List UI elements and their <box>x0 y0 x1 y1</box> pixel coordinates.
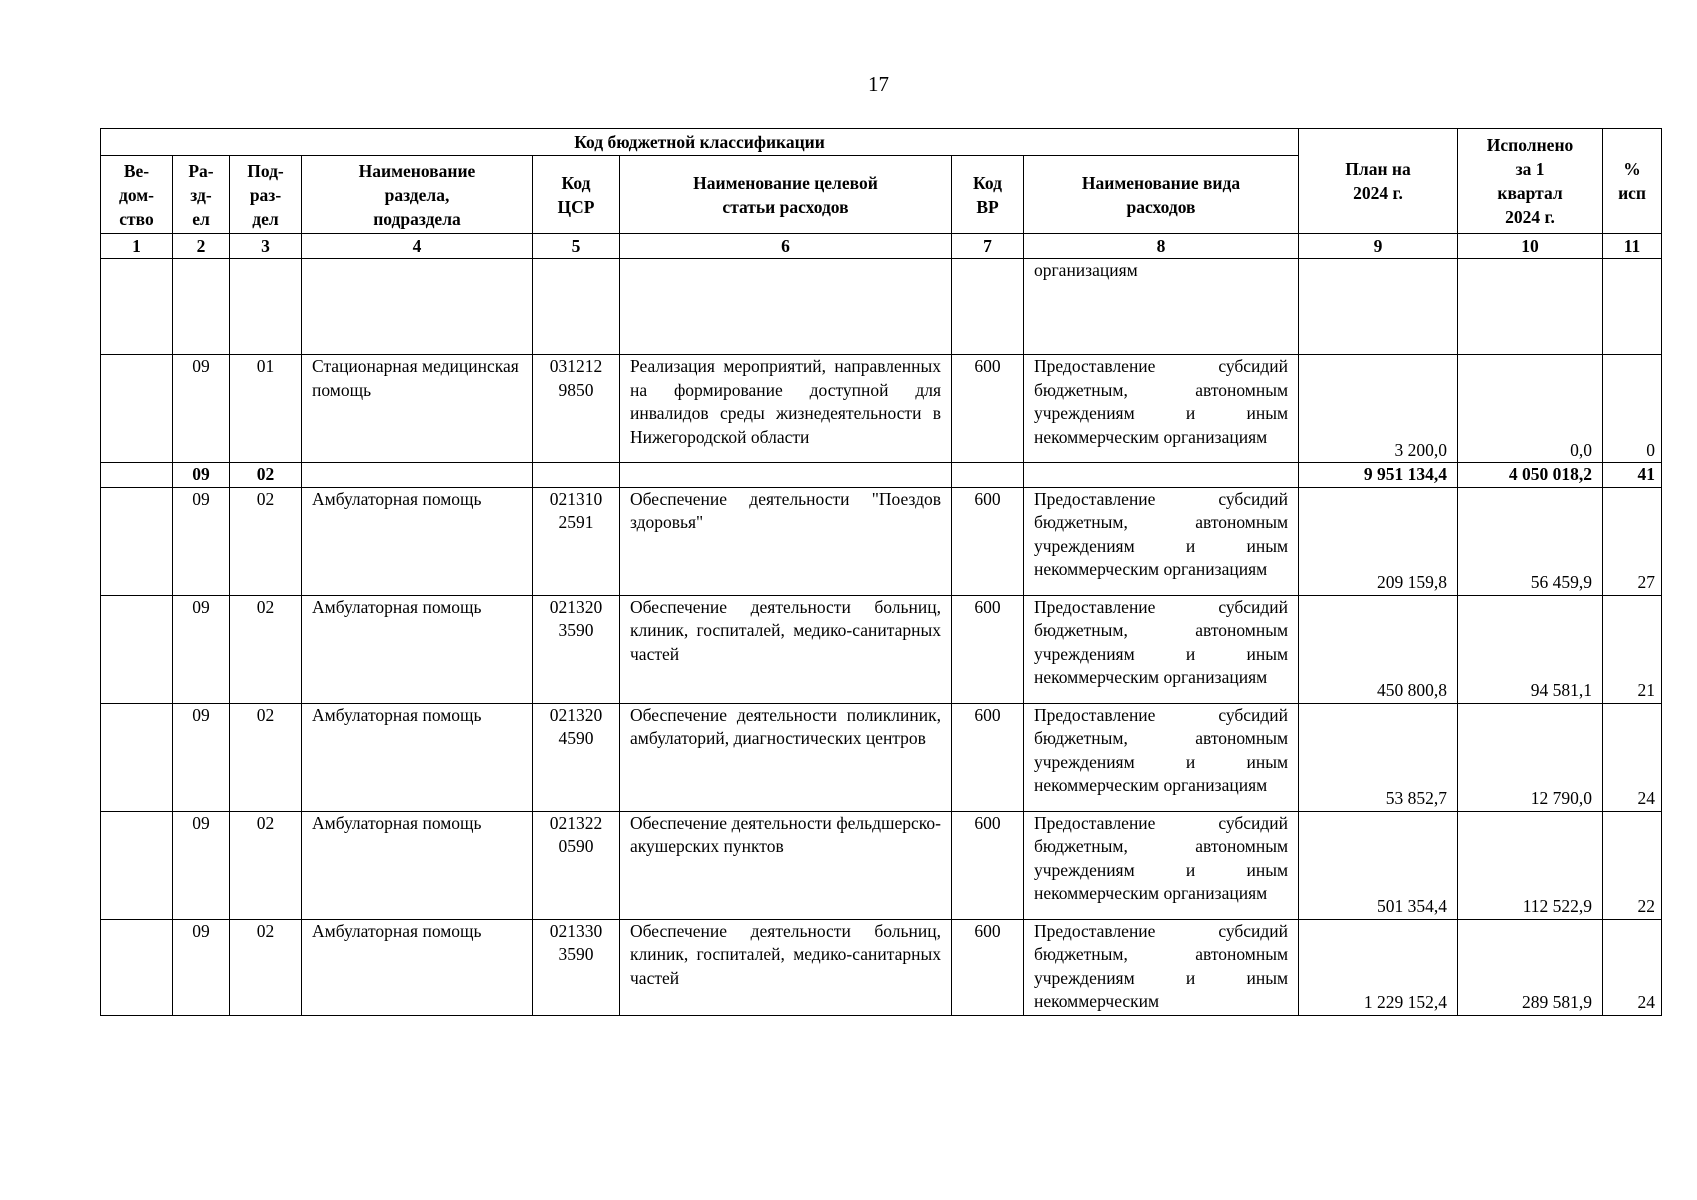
col-number: 5 <box>533 234 620 259</box>
cell-csr <box>533 463 620 488</box>
cell-podrazdel: 02 <box>230 463 302 488</box>
cell-vr-name: Предоставление субсидий бюджетным, автономным учреждениям и иным некоммерческим организациям <box>1024 811 1299 919</box>
cell-percent: 24 <box>1603 919 1662 1015</box>
cell-executed: 56 459,9 <box>1458 487 1603 595</box>
cell-percent <box>1603 259 1662 355</box>
cell-vr: 600 <box>952 487 1024 595</box>
cell-vedomstvo <box>101 595 173 703</box>
col-number: 3 <box>230 234 302 259</box>
cell-percent: 41 <box>1603 463 1662 488</box>
cell-razdel: 09 <box>173 703 230 811</box>
cell-razdel: 09 <box>173 919 230 1015</box>
budget-classification-header: Код бюджетной классификации <box>101 129 1299 156</box>
cell-razdel <box>173 259 230 355</box>
cell-csr-name <box>620 463 952 488</box>
page-number: 17 <box>868 72 889 96</box>
cell-razdel: 09 <box>173 595 230 703</box>
cell-podrazdel: 02 <box>230 811 302 919</box>
cell-executed: 4 050 018,2 <box>1458 463 1603 488</box>
cell-vedomstvo <box>101 463 173 488</box>
col-header-razdel-name: Наименование раздела, подраздела <box>302 156 533 234</box>
cell-podrazdel: 01 <box>230 355 302 463</box>
cell-vr-name: Предоставление субсидий бюджетным, автономным учреждениям и иным некоммерческим организациям <box>1024 487 1299 595</box>
col-number: 1 <box>101 234 173 259</box>
cell-vr: 600 <box>952 919 1024 1015</box>
cell-vedomstvo <box>101 487 173 595</box>
col-number: 2 <box>173 234 230 259</box>
cell-vr-name: организациям <box>1024 259 1299 355</box>
column-number-row <box>101 234 1662 259</box>
cell-vedomstvo <box>101 355 173 463</box>
cell-executed: 289 581,9 <box>1458 919 1603 1015</box>
col-number: 10 <box>1458 234 1603 259</box>
cell-plan: 501 354,4 <box>1299 811 1458 919</box>
cell-csr-name: Обеспечение деятельности больниц, клиник, госпиталей, медико-санитарных частей <box>620 919 952 1015</box>
cell-podrazdel: 02 <box>230 703 302 811</box>
col-header-executed: Исполнено за 1 квартал 2024 г. <box>1458 129 1603 234</box>
cell-razdel-name: Амбулаторная помощь <box>302 487 533 595</box>
cell-podrazdel: 02 <box>230 595 302 703</box>
cell-razdel-name: Амбулаторная помощь <box>302 919 533 1015</box>
cell-executed <box>1458 259 1603 355</box>
col-number: 7 <box>952 234 1024 259</box>
cell-vr-name: Предоставление субсидий бюджетным, автономным учреждениям и иным некоммерческим организациям <box>1024 595 1299 703</box>
cell-plan: 9 951 134,4 <box>1299 463 1458 488</box>
cell-razdel: 09 <box>173 487 230 595</box>
col-number: 11 <box>1603 234 1662 259</box>
cell-vr: 600 <box>952 595 1024 703</box>
cell-vr-name: Предоставление субсидий бюджетным, автономным учреждениям и иным некоммерческим организациям <box>1024 355 1299 463</box>
cell-csr-name: Обеспечение деятельности "Поездов здоровья" <box>620 487 952 595</box>
cell-plan: 450 800,8 <box>1299 595 1458 703</box>
cell-csr: 021322 0590 <box>533 811 620 919</box>
cell-vedomstvo <box>101 259 173 355</box>
table-row <box>101 487 1662 595</box>
cell-vr: 600 <box>952 811 1024 919</box>
cell-vr-name: Предоставление субсидий бюджетным, автономным учреждениям и иным некоммерческим <box>1024 919 1299 1015</box>
cell-podrazdel: 02 <box>230 487 302 595</box>
col-header-razdel: Ра- зд- ел <box>173 156 230 234</box>
cell-vr <box>952 463 1024 488</box>
budget-table <box>100 128 1662 1016</box>
col-number: 6 <box>620 234 952 259</box>
col-header-vedomstvo: Ве- дом- ство <box>101 156 173 234</box>
cell-csr: 021320 3590 <box>533 595 620 703</box>
col-number: 8 <box>1024 234 1299 259</box>
table-row <box>101 919 1662 1015</box>
col-header-percent: % исп <box>1603 129 1662 234</box>
cell-razdel-name: Амбулаторная помощь <box>302 703 533 811</box>
col-header-podrazdel: Под- раз- дел <box>230 156 302 234</box>
cell-vr: 600 <box>952 355 1024 463</box>
cell-vr <box>952 259 1024 355</box>
col-header-csr: Код ЦСР <box>533 156 620 234</box>
cell-plan: 1 229 152,4 <box>1299 919 1458 1015</box>
cell-razdel-name <box>302 463 533 488</box>
table-body <box>101 259 1662 1016</box>
cell-csr: 031212 9850 <box>533 355 620 463</box>
col-number: 9 <box>1299 234 1458 259</box>
cell-executed: 112 522,9 <box>1458 811 1603 919</box>
cell-percent: 27 <box>1603 487 1662 595</box>
cell-csr-name: Обеспечение деятельности поликлиник, амбулаторий, диагностических центров <box>620 703 952 811</box>
cell-percent: 24 <box>1603 703 1662 811</box>
col-header-csr-name: Наименование целевой статьи расходов <box>620 156 952 234</box>
cell-csr: 021320 4590 <box>533 703 620 811</box>
cell-plan: 209 159,8 <box>1299 487 1458 595</box>
cell-plan <box>1299 259 1458 355</box>
cell-vedomstvo <box>101 811 173 919</box>
cell-executed: 94 581,1 <box>1458 595 1603 703</box>
cell-percent: 22 <box>1603 811 1662 919</box>
table-row <box>101 259 1662 355</box>
col-number: 4 <box>302 234 533 259</box>
cell-percent: 0 <box>1603 355 1662 463</box>
cell-razdel: 09 <box>173 811 230 919</box>
cell-csr-name: Обеспечение деятельности фельдшерско-акушерских пунктов <box>620 811 952 919</box>
table-row <box>101 595 1662 703</box>
cell-vr-name <box>1024 463 1299 488</box>
cell-plan: 53 852,7 <box>1299 703 1458 811</box>
cell-razdel-name: Стационарная медицинская помощь <box>302 355 533 463</box>
cell-razdel: 09 <box>173 463 230 488</box>
cell-podrazdel <box>230 259 302 355</box>
cell-razdel: 09 <box>173 355 230 463</box>
cell-csr-name: Реализация мероприятий, направленных на формирование доступной для инвалидов среды жизнедеятельности в Нижегородской области <box>620 355 952 463</box>
table-row <box>101 463 1662 488</box>
cell-vedomstvo <box>101 919 173 1015</box>
table-row <box>101 703 1662 811</box>
cell-podrazdel: 02 <box>230 919 302 1015</box>
cell-csr-name <box>620 259 952 355</box>
cell-csr: 021310 2591 <box>533 487 620 595</box>
cell-csr-name: Обеспечение деятельности больниц, клиник, госпиталей, медико-санитарных частей <box>620 595 952 703</box>
cell-razdel-name <box>302 259 533 355</box>
cell-executed: 0,0 <box>1458 355 1603 463</box>
cell-razdel-name: Амбулаторная помощь <box>302 595 533 703</box>
cell-vr-name: Предоставление субсидий бюджетным, автономным учреждениям и иным некоммерческим организациям <box>1024 703 1299 811</box>
table-row <box>101 355 1662 463</box>
cell-vedomstvo <box>101 703 173 811</box>
cell-csr <box>533 259 620 355</box>
table-row <box>101 811 1662 919</box>
cell-razdel-name: Амбулаторная помощь <box>302 811 533 919</box>
col-header-vr-name: Наименование вида расходов <box>1024 156 1299 234</box>
cell-plan: 3 200,0 <box>1299 355 1458 463</box>
col-header-vr: Код ВР <box>952 156 1024 234</box>
cell-executed: 12 790,0 <box>1458 703 1603 811</box>
cell-csr: 021330 3590 <box>533 919 620 1015</box>
cell-percent: 21 <box>1603 595 1662 703</box>
cell-vr: 600 <box>952 703 1024 811</box>
col-header-plan: План на 2024 г. <box>1299 129 1458 234</box>
